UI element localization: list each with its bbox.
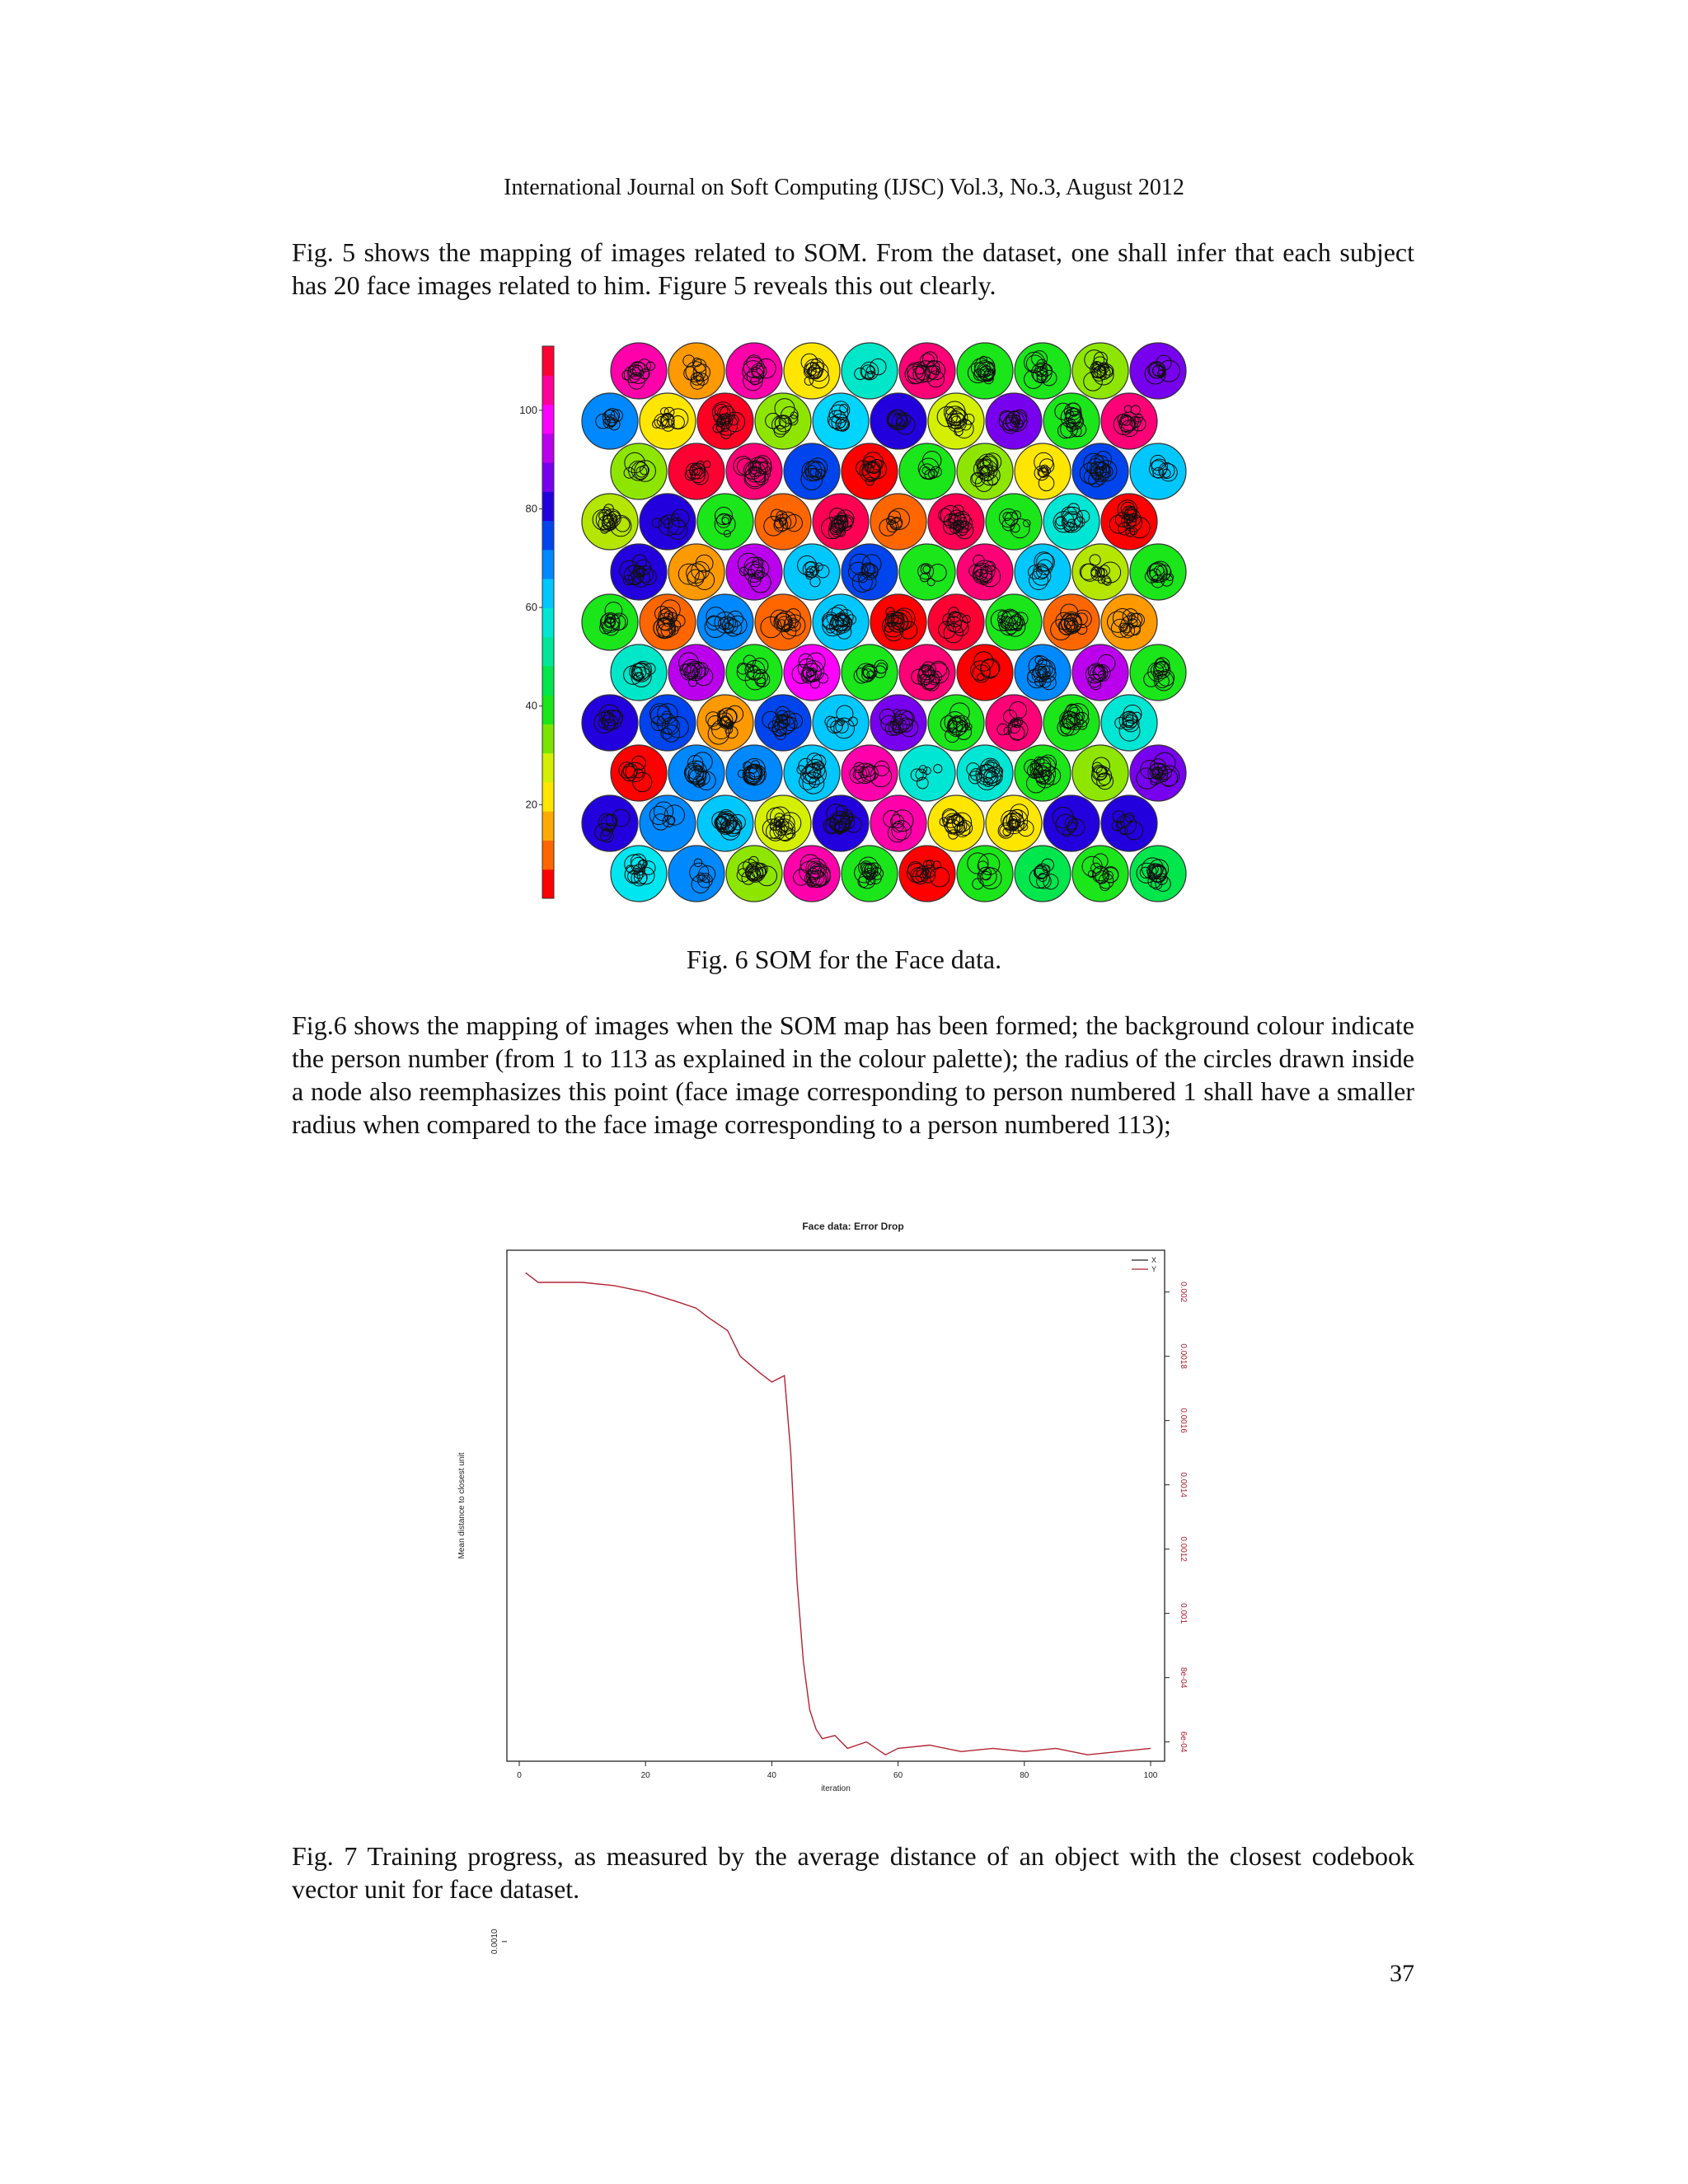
som-node: [726, 745, 782, 801]
som-node: [1043, 494, 1100, 550]
x-tick-label: 40: [767, 1771, 776, 1780]
som-node: [1101, 494, 1157, 550]
som-node: [784, 443, 840, 499]
som-node: [726, 343, 782, 399]
som-node: [755, 594, 811, 650]
som-node: [640, 594, 696, 650]
palette-swatch: [542, 637, 554, 667]
palette-tick-label: 100: [519, 403, 537, 416]
som-node: [957, 745, 1013, 801]
som-node: [697, 695, 753, 751]
som-node: [986, 594, 1042, 650]
palette-swatch: [542, 405, 554, 434]
palette-tick-label: 60: [525, 601, 537, 614]
som-node: [986, 695, 1042, 751]
palette-swatch: [542, 840, 554, 869]
palette-tick-label: 80: [525, 502, 537, 515]
som-node: [668, 644, 724, 701]
palette-swatch: [542, 724, 554, 753]
chart-axes: [490, 1282, 1188, 2184]
figure-7-caption: Fig. 7 Training progress, as measured by the average distance of an object with the closest codebook vector unit for face dataset.: [292, 1841, 1414, 1904]
som-node: [1015, 846, 1071, 902]
som-node: [1130, 343, 1186, 399]
som-node: [1101, 594, 1157, 650]
y-right-tick-label: 0.001: [1179, 1603, 1188, 1624]
som-node: [813, 695, 869, 751]
som-node: [1072, 745, 1128, 801]
som-node: [1043, 393, 1100, 449]
som-node: [899, 846, 955, 902]
som-node: [813, 594, 869, 650]
x-tick-label: 60: [893, 1771, 903, 1780]
som-node: [755, 494, 811, 550]
som-node: [986, 795, 1042, 851]
y-right-tick-label: 0.0012: [1179, 1536, 1188, 1562]
x-tick-label: 100: [1143, 1771, 1158, 1780]
som-node: [870, 795, 926, 851]
som-node: [1072, 544, 1128, 600]
som-node: [813, 494, 869, 550]
chart-title: Face data: Error Drop: [802, 1221, 904, 1232]
palette-swatch: [542, 375, 554, 405]
som-node: [928, 795, 984, 851]
som-node: [1015, 544, 1071, 600]
som-node: [582, 494, 638, 550]
som-node: [870, 594, 926, 650]
palette-swatch: [542, 666, 554, 696]
palette-swatch: [542, 579, 554, 608]
som-node: [928, 594, 984, 650]
som-node: [842, 443, 898, 499]
som-node: [611, 745, 667, 801]
som-node: [668, 544, 724, 600]
som-node: [755, 795, 811, 851]
som-node: [957, 343, 1013, 399]
som-node: [726, 846, 782, 902]
som-node: [842, 745, 898, 801]
som-node: [697, 795, 753, 851]
som-node: [1130, 544, 1186, 600]
som-node: [668, 443, 724, 499]
som-node: [870, 494, 926, 550]
palette-swatch: [542, 491, 554, 521]
som-node: [957, 443, 1013, 499]
som-node: [697, 594, 753, 650]
som-node: [1130, 443, 1186, 499]
som-node: [842, 644, 898, 701]
som-node: [1072, 644, 1128, 701]
som-node: [813, 795, 869, 851]
som-face-map-figure: [511, 336, 1195, 905]
som-node: [611, 343, 667, 399]
som-node: [899, 343, 955, 399]
legend-label: X: [1151, 1256, 1157, 1264]
som-node: [1043, 795, 1100, 851]
palette-swatch: [542, 811, 554, 841]
som-node: [1072, 846, 1128, 902]
som-node: [668, 846, 724, 902]
som-node: [784, 745, 840, 801]
som-node: [697, 494, 753, 550]
som-node: [668, 745, 724, 801]
y-right-tick-label: 0.0018: [1179, 1343, 1188, 1369]
palette-swatch: [542, 869, 554, 899]
som-node: [928, 393, 984, 449]
som-node: [611, 544, 667, 600]
y-right-tick-label: 8e-04: [1179, 1666, 1188, 1689]
y-axis-label: Mean distance to closest unit: [457, 1452, 467, 1559]
som-node: [842, 544, 898, 600]
som-node: [1043, 594, 1100, 650]
page-number: 37: [1390, 1960, 1414, 1987]
palette-swatch: [542, 521, 554, 551]
figure-6-caption: Fig. 6 SOM for the Face data.: [686, 944, 1002, 974]
som-node: [726, 644, 782, 701]
som-node: [842, 846, 898, 902]
som-node: [928, 695, 984, 751]
x-axis-label: iteration: [821, 1784, 851, 1793]
som-node: [842, 343, 898, 399]
som-node: [1015, 745, 1071, 801]
som-node: [755, 393, 811, 449]
palette-tick-label: 40: [525, 699, 537, 712]
som-node: [928, 494, 984, 550]
som-node: [582, 594, 638, 650]
som-node: [957, 846, 1013, 902]
chart-legend: [1132, 1256, 1156, 1273]
y-left-tick-label: 0.0010: [490, 1929, 499, 1955]
som-node: [813, 393, 869, 449]
som-node: [784, 644, 840, 701]
som-node: [899, 443, 955, 499]
som-node: [1015, 343, 1071, 399]
y-right-tick-label: 6e-04: [1179, 1731, 1188, 1753]
som-node: [1043, 695, 1100, 751]
series-line-y: [526, 1272, 1151, 1755]
som-node: [986, 494, 1042, 550]
running-header: International Journal on Soft Computing (IJSC) Vol.3, No.3, August 2012: [504, 175, 1184, 200]
som-node: [1015, 443, 1071, 499]
paragraph-fig5-description: Fig. 5 shows the mapping of images related to SOM. From the dataset, one shall infer that each subject has 20 face images related to him. Figure 5 reveals this out clearly.: [292, 237, 1414, 300]
som-node: [611, 846, 667, 902]
som-node: [1130, 644, 1186, 701]
plot-frame: [507, 1250, 1165, 1761]
som-node: [1101, 795, 1157, 851]
som-node: [640, 494, 696, 550]
y-right-tick-label: 0.0016: [1179, 1408, 1188, 1433]
som-node: [611, 644, 667, 701]
paragraph-fig6-description: Fig.6 shows the mapping of images when the SOM map has been formed; the background colour indicate the person number (from 1 to 113 as explained in the colour palette); the radius of the circles drawn inside a node also reemphasizes this point (face image corresponding to person numbered 1 shall have a smaller radius when compared to the face image corresponding to a person numbered 113);: [292, 1010, 1414, 1139]
x-tick-label: 0: [517, 1771, 522, 1780]
som-node: [1015, 644, 1071, 701]
som-node: [726, 544, 782, 600]
palette-swatch: [542, 753, 554, 783]
palette-swatch: [542, 434, 554, 463]
som-node: [640, 695, 696, 751]
som-node: [640, 795, 696, 851]
som-node: [784, 846, 840, 902]
palette-tick-label: 20: [525, 798, 537, 811]
x-tick-label: 20: [640, 1771, 650, 1780]
som-node: [870, 393, 926, 449]
palette-swatch: [542, 607, 554, 637]
som-node: [640, 393, 696, 449]
som-node: [755, 695, 811, 751]
som-node: [899, 644, 955, 701]
som-node: [870, 695, 926, 751]
som-node: [582, 695, 638, 751]
som-node: [582, 393, 638, 449]
y-right-tick-label: 0.0014: [1179, 1472, 1188, 1497]
som-node: [697, 393, 753, 449]
som-node: [784, 544, 840, 600]
som-node: [582, 795, 638, 851]
som-node: [986, 393, 1042, 449]
som-node: [784, 343, 840, 399]
som-node-grid: [582, 343, 1186, 902]
som-node: [1072, 343, 1128, 399]
y-right-tick-label: 0.002: [1179, 1282, 1188, 1303]
som-node: [1101, 393, 1157, 449]
som-node: [1130, 745, 1186, 801]
som-node: [899, 745, 955, 801]
som-node: [957, 544, 1013, 600]
som-node: [611, 443, 667, 499]
som-node: [1101, 695, 1157, 751]
chart-series: [526, 1272, 1151, 2184]
palette-swatch: [542, 782, 554, 812]
palette-swatch: [542, 462, 554, 492]
legend-label: Y: [1151, 1265, 1157, 1273]
som-node: [957, 644, 1013, 701]
som-node: [668, 343, 724, 399]
palette-swatch: [542, 550, 554, 579]
som-node: [1130, 846, 1186, 902]
colour-palette: [542, 346, 554, 899]
som-node: [726, 443, 782, 499]
palette-swatch: [542, 695, 554, 724]
palette-ticks: [519, 404, 542, 811]
som-node: [899, 544, 955, 600]
x-tick-label: 80: [1020, 1771, 1029, 1780]
palette-swatch: [542, 346, 554, 376]
som-node: [1072, 443, 1128, 499]
